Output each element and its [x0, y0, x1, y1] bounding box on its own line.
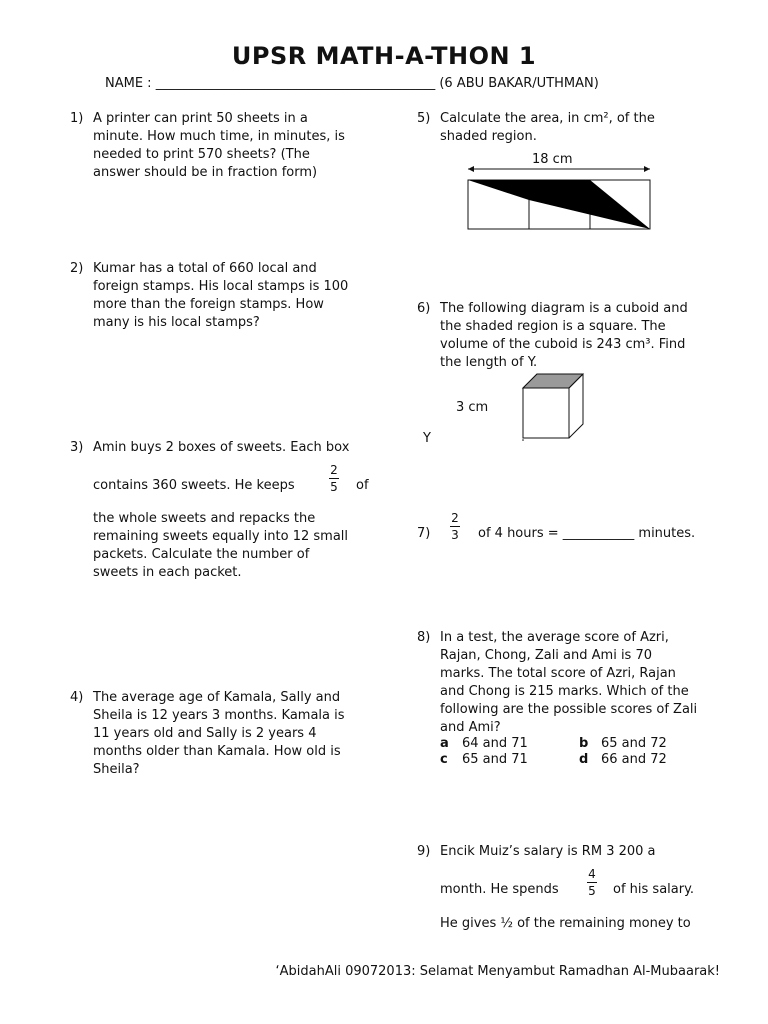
name-blank: ___________________________________________: [155, 76, 436, 91]
question-text-line: foreign stamps. His local stamps is 100: [93, 279, 349, 294]
fraction-numerator: 4: [588, 867, 596, 881]
question-text-line: following are the possible scores of Zali: [440, 702, 698, 717]
question-text-line: the shaded region is a square. The: [440, 319, 666, 334]
question-text-line: The following diagram is a cuboid and: [440, 301, 688, 316]
question-text-line: month. He spends: [440, 882, 559, 897]
question-text-line: of his salary.: [613, 882, 695, 897]
fraction-numerator: 2: [451, 511, 459, 525]
question-text-line: the length of Y.: [440, 355, 538, 370]
question-number: 2): [70, 261, 84, 276]
class-info: (6 ABU BAKAR/UTHMAN): [435, 76, 599, 91]
question-number: 1): [70, 111, 84, 126]
question-text-line: volume of the cuboid is 243 cm³. Find: [440, 337, 686, 352]
name-label: NAME :: [105, 76, 156, 91]
page-title: UPSR MATH-A-THON 1: [231, 42, 537, 70]
question-text-line: marks. The total score of Azri, Rajan: [440, 666, 676, 681]
question-text-line: The average age of Kamala, Sally and: [93, 690, 341, 705]
question-number: 6): [417, 301, 431, 316]
question-text-line: A printer can print 50 sheets in a: [93, 111, 308, 126]
question-3: [70, 439, 390, 589]
question-text-line: minute. How much time, in minutes, is: [93, 129, 345, 144]
fraction: [587, 867, 597, 898]
question-text-line: needed to print 570 sheets? (The: [93, 147, 310, 162]
footer-note: ‘AbidahAli 09072013: Selamat Menyambut Ramadhan Al-Mubaarak!: [275, 964, 720, 979]
dimension-label-18cm: 18 cm: [532, 152, 573, 167]
option-a: [440, 736, 528, 752]
question-text-line: Kumar has a total of 660 local and: [93, 261, 317, 276]
option-text: 65 and 71: [462, 752, 528, 767]
question-6: [417, 300, 737, 375]
question-number: 8): [417, 630, 431, 645]
option-text: 65 and 72: [601, 736, 667, 751]
cuboid-mark: [522, 439, 524, 441]
question-9: [417, 843, 737, 938]
question-text-line: and Chong is 215 marks. Which of the: [440, 684, 689, 699]
option-letter: d: [579, 752, 589, 767]
question-4: [70, 689, 390, 784]
fraction: [450, 511, 460, 542]
question-text-line: Rajan, Chong, Zali and Ami is 70: [440, 648, 652, 663]
shaded-square-face: [523, 374, 583, 388]
label-3cm: 3 cm: [456, 400, 489, 415]
question-text-line: sweets in each packet.: [93, 565, 242, 580]
arrow-head-left: [468, 166, 474, 172]
option-text: 64 and 71: [462, 736, 528, 751]
fraction-denominator: 5: [588, 884, 596, 898]
question-text-line: In a test, the average score of Azri,: [440, 630, 669, 645]
question-text-line: of 4 hours = ___________ minutes.: [478, 526, 696, 541]
fraction-denominator: 5: [330, 480, 338, 494]
question-text-line: of: [356, 478, 369, 493]
fraction: [329, 463, 339, 494]
question-7: [417, 510, 747, 555]
question-text-line: packets. Calculate the number of: [93, 547, 310, 562]
option-b: [579, 736, 667, 752]
question-text-line: and Ami?: [440, 720, 501, 735]
question-number: 5): [417, 111, 431, 126]
question-number: 7): [417, 526, 431, 541]
question-text-line: 11 years old and Sally is 2 years 4: [93, 726, 317, 741]
shaded-region: [468, 180, 650, 229]
question-text-line: the whole sweets and repacks the: [93, 511, 316, 526]
name-line: [105, 76, 599, 91]
question-number: 3): [70, 440, 84, 455]
option-letter: b: [579, 736, 589, 751]
question-5: [417, 110, 737, 150]
question-1: [70, 110, 390, 190]
question-text-line: Sheila?: [93, 762, 140, 777]
question-text-line: months older than Kamala. How old is: [93, 744, 341, 759]
question-text-line: many is his local stamps?: [93, 315, 260, 330]
label-y: Y: [423, 431, 431, 446]
question-text-line: Calculate the area, in cm², of the: [440, 111, 655, 126]
fraction-denominator: 3: [451, 528, 459, 542]
option-c: [440, 752, 528, 768]
cuboid-front-face: [523, 388, 569, 438]
question-text-line: more than the foreign stamps. How: [93, 297, 324, 312]
question-text-line: Encik Muiz’s salary is RM 3 200 a: [440, 844, 656, 859]
option-d: [579, 752, 667, 768]
option-letter: c: [440, 752, 448, 767]
fraction-numerator: 2: [330, 463, 338, 477]
question-text-line: shaded region.: [440, 129, 537, 144]
question-text-line: Sheila is 12 years 3 months. Kamala is: [93, 708, 345, 723]
question-number: 9): [417, 844, 431, 859]
question-2: [70, 260, 390, 340]
shaded-region-diagram: [460, 164, 660, 236]
question-text-line: remaining sweets equally into 12 small: [93, 529, 349, 544]
question-text-line: Amin buys 2 boxes of sweets. Each box: [93, 440, 350, 455]
option-letter: a: [440, 736, 449, 751]
question-text-line: answer should be in fraction form): [93, 165, 318, 180]
arrow-head-right: [644, 166, 650, 172]
question-number: 4): [70, 690, 84, 705]
cuboid-diagram: [515, 370, 590, 442]
question-text-line: He gives ½ of the remaining money to: [440, 916, 691, 931]
option-text: 66 and 72: [601, 752, 667, 767]
question-text-line: contains 360 sweets. He keeps: [93, 478, 295, 493]
